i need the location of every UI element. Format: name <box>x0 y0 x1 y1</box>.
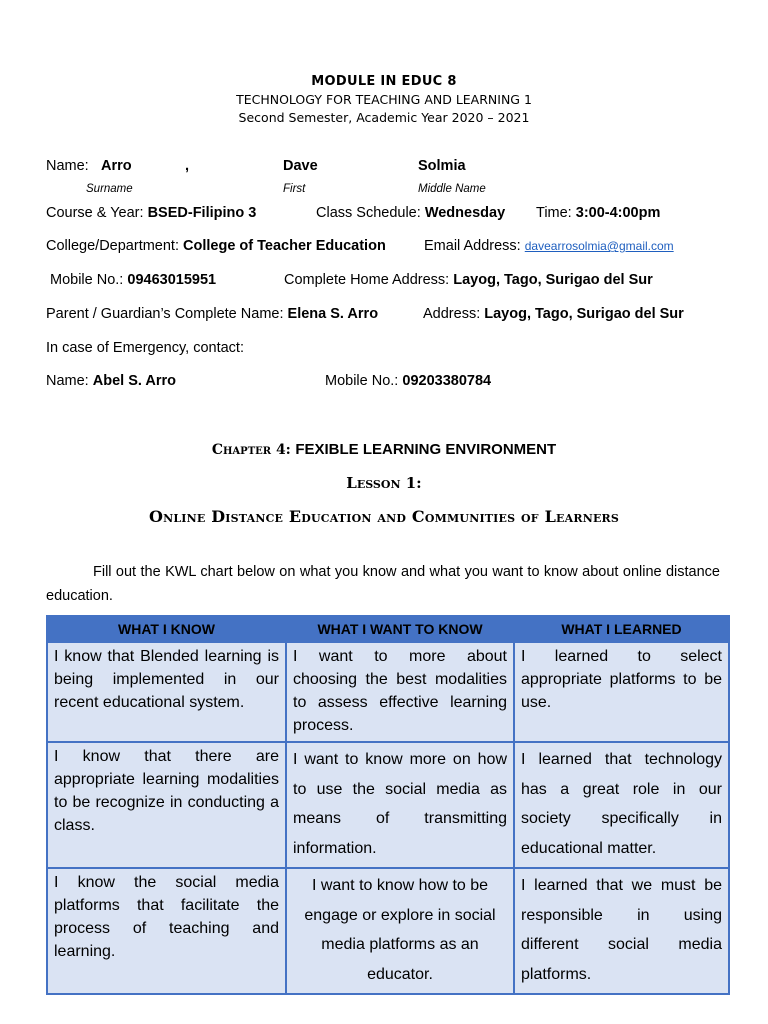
module-title: MODULE IN EDUC 8 <box>311 74 457 89</box>
kwl-cell: I want to know how to be engage or explore in social media platforms as an educator. <box>286 868 514 994</box>
email-link[interactable]: davearrosolmia@gmail.com <box>524 239 674 253</box>
college-label: College/Department: <box>46 238 179 254</box>
time-label: Time: <box>536 205 572 221</box>
emergency-mobile-row <box>325 373 491 389</box>
college-row <box>46 238 386 254</box>
name-label: Name: <box>46 158 89 174</box>
surname-value: Arro <box>101 158 132 174</box>
guardian-row <box>46 306 378 322</box>
time-row <box>536 205 660 221</box>
schedule-label: Class Schedule: <box>316 205 421 221</box>
mobile-row <box>50 272 216 288</box>
time-value: 3:00-4:00pm <box>575 205 661 221</box>
guardian-value: Elena S. Arro <box>287 306 379 322</box>
kwl-chart <box>46 615 730 995</box>
name-comma: , <box>185 158 190 174</box>
kwl-header-want: WHAT I WANT TO KNOW <box>286 616 514 642</box>
surname-caption: Surname <box>86 183 133 195</box>
kwl-cell: I want to know more on how to use the social media as means of transmitting information. <box>286 742 514 868</box>
schedule-row <box>316 205 505 221</box>
middle-name-value: Solmia <box>418 158 466 174</box>
home-address-row <box>284 272 653 288</box>
lesson-label: Lesson 1: <box>346 474 422 492</box>
kwl-cell: I learned to select appropriate platforms to be use. <box>514 642 729 742</box>
guardian-label: Parent / Guardian’s Complete Name: <box>46 306 284 322</box>
course-title: TECHNOLOGY FOR TEACHING AND LEARNING 1 <box>236 92 532 107</box>
first-caption: First <box>283 183 306 195</box>
emergency-label: In case of Emergency, contact: <box>46 340 244 356</box>
home-address-value: Layog, Tago, Surigao del Sur <box>453 272 653 288</box>
emergency-mobile-value: 09203380784 <box>402 373 492 389</box>
table-row <box>47 742 729 868</box>
kwl-cell: I know that there are appropriate learning modalities to be recognize in conducting a class. <box>47 742 286 868</box>
emergency-name-label: Name: <box>46 373 89 389</box>
kwl-header-know: WHAT I KNOW <box>47 616 286 642</box>
emergency-name-row <box>46 373 176 389</box>
lesson-title: Online Distance Education and Communities of Learners <box>148 507 620 526</box>
chapter-title: FEXIBLE LEARNING ENVIRONMENT <box>295 441 557 458</box>
guardian-address-row <box>423 306 684 322</box>
first-name-value: Dave <box>283 158 318 174</box>
kwl-cell: I know the social media platforms that facilitate the process of teaching and learning. <box>47 868 286 994</box>
kwl-cell: I want to more about choosing the best modalities to assess effective learning process. <box>286 642 514 742</box>
kwl-header-row <box>47 616 729 642</box>
semester-line: Second Semester, Academic Year 2020 – 2021 <box>238 110 530 125</box>
guardian-address-value: Layog, Tago, Surigao del Sur <box>484 306 684 322</box>
kwl-cell: I know that Blended learning is being implemented in our recent educational system. <box>47 642 286 742</box>
mobile-label: Mobile No.: <box>50 272 124 288</box>
course-value: BSED-Filipino 3 <box>147 205 257 221</box>
email-label: Email Address: <box>424 238 521 254</box>
chapter-heading <box>0 441 768 459</box>
kwl-cell: I learned that technology has a great role in our society specifically in educational matter. <box>514 742 729 868</box>
schedule-value: Wednesday <box>424 205 506 221</box>
chapter-label: Chapter 4: <box>211 442 291 458</box>
kwl-header-learned: WHAT I LEARNED <box>514 616 729 642</box>
kwl-instructions: Fill out the KWL chart below on what you know and what you want to know about online distance education. <box>46 564 720 604</box>
kwl-cell: I learned that we must be responsible in using different social media platforms. <box>514 868 729 994</box>
home-address-label: Complete Home Address: <box>284 272 450 288</box>
table-row <box>47 642 729 742</box>
mobile-value: 09463015951 <box>127 272 217 288</box>
emergency-mobile-label: Mobile No.: <box>325 373 399 389</box>
course-year-row <box>46 205 256 221</box>
guardian-address-label: Address: <box>423 306 481 322</box>
emergency-name-value: Abel S. Arro <box>92 373 177 389</box>
email-row <box>424 238 674 254</box>
course-label: Course & Year: <box>46 205 144 221</box>
middle-caption: Middle Name <box>418 183 486 195</box>
college-value: College of Teacher Education <box>183 238 386 254</box>
table-row <box>47 868 729 994</box>
